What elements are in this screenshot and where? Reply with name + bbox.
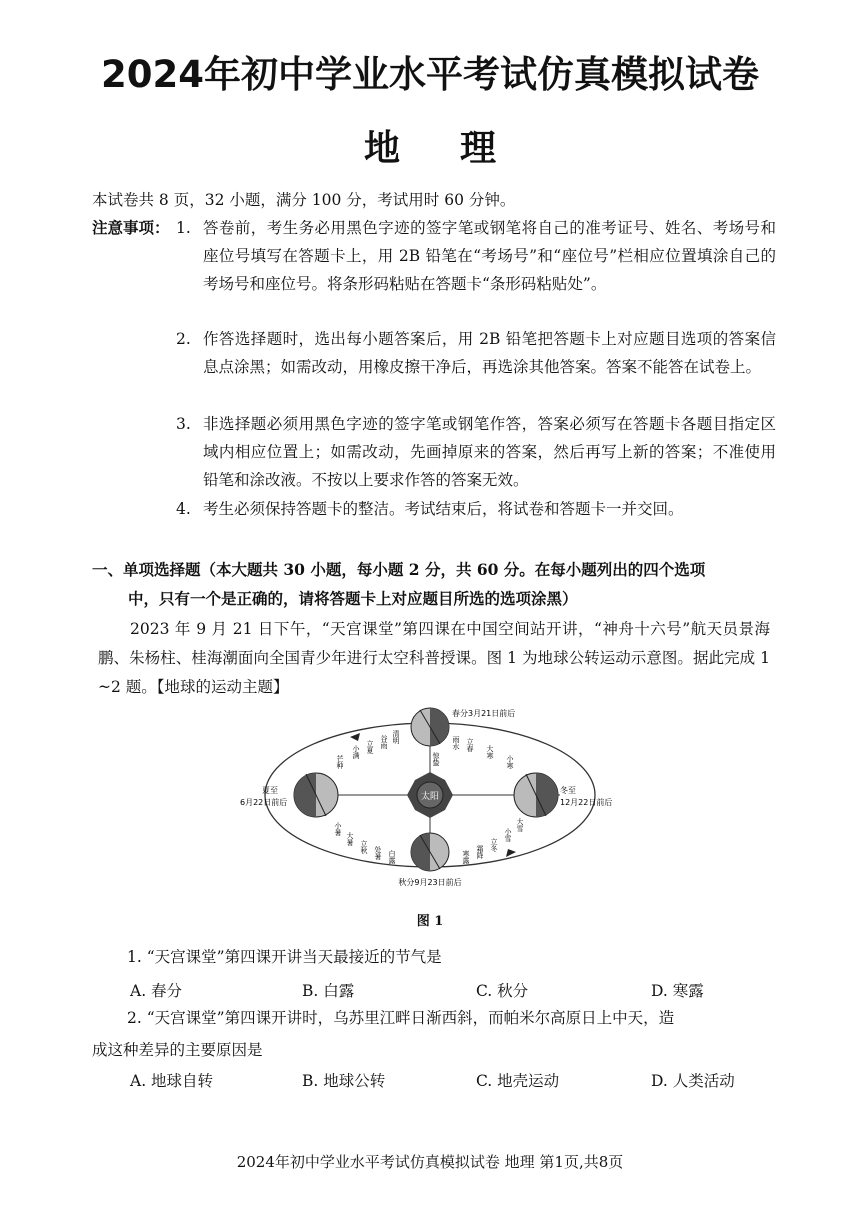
note-item-1 — [176, 214, 776, 298]
subject-char-1: 地 — [363, 128, 400, 169]
note-text: 非选择题必须用黑色字迹的签字笔或钢笔作答，答案必须写在答题卡各题目指定区域内相应位置上；如需改动，先画掉原来的答案，然后再写上新的答案；不准使用铅笔和涂改液。不按以上要求作答的答案无效。 — [203, 415, 776, 489]
earth-summer-icon — [294, 773, 338, 817]
note-text: 作答选择题时，选出每小题答案后，用 2B 铅笔把答题卡上对应题目选项的答案信息点涂黑；如需改动，用橡皮擦干净后，再选涂其他答案。答案不能答在试卷上。 — [203, 330, 776, 376]
term-label: 霜降 — [476, 845, 484, 859]
figure-caption: 图 1 — [416, 914, 444, 929]
note-item-2 — [176, 325, 776, 381]
term-label: 立秋 — [360, 840, 368, 854]
exam-intro: 本试卷共 8 页，32 小题，满分 100 分，考试用时 60 分钟。 — [92, 191, 516, 209]
q2-option-a: A. 地球自转 — [130, 1072, 214, 1090]
subject-char-2: 理 — [460, 128, 497, 169]
winter-label-b: 12月22日前后 — [560, 798, 613, 807]
term-label: 立冬 — [490, 838, 498, 852]
term-label: 寒露 — [462, 850, 470, 864]
exam-title: 2024年初中学业水平考试仿真模拟试卷 — [101, 53, 759, 96]
note-number: 3. — [176, 415, 191, 433]
q1-option-d: D. 寒露 — [651, 982, 704, 1000]
question-2-stem-line1: 2. “天宫课堂”第四课开讲时，乌苏里江畔日渐西斜，而帕米尔高原日上中天，造 — [127, 1009, 675, 1027]
term-label: 大暑 — [346, 832, 354, 846]
summer-label-b: 6月22日前后 — [240, 798, 288, 807]
note-number: 2. — [176, 330, 191, 348]
note-text: 答卷前，考生务必用黑色字迹的签字笔或钢笔将自己的准考证号、姓名、考场号和座位号填写在答题卡上，用 2B 铅笔在“考场号”和“座位号”栏相应位置填涂自己的考场号和座位号。将条形码粘贴在答题卡“条形码粘贴处”。 — [203, 219, 776, 293]
spring-label: 春分3月21日前后 — [452, 709, 516, 718]
earth-winter-icon — [514, 773, 558, 817]
q1-option-b: B. 白露 — [302, 982, 355, 1000]
question-1-stem: 1. “天宫课堂”第四课开讲当天最接近的节气是 — [127, 948, 442, 966]
q1-option-a: A. 春分 — [130, 982, 183, 1000]
term-label: 立夏 — [366, 740, 374, 754]
winter-label-a: 冬至 — [560, 786, 576, 795]
section-heading — [92, 555, 772, 613]
note-text: 考生必须保持答题卡的整洁。考试结束后，将试卷和答题卡一并交回。 — [203, 500, 684, 518]
term-label: 芒种 — [336, 755, 344, 769]
term-label: 惊蛰 — [432, 752, 440, 766]
term-label: 大雪 — [516, 818, 524, 832]
q2-option-c: C. 地壳运动 — [476, 1072, 560, 1090]
sun-label: 太阳 — [420, 792, 440, 802]
summer-label-a: 夏至 — [262, 786, 278, 795]
term-label: 大寒 — [486, 745, 494, 759]
note-number: 4. — [176, 500, 191, 518]
orbit-arrow — [506, 849, 516, 857]
earth-spring-icon — [411, 708, 449, 746]
q2-option-d: D. 人类活动 — [651, 1072, 735, 1090]
notes-label: 注意事项： — [92, 218, 170, 237]
term-label: 小满 — [352, 745, 360, 759]
question-2-stem-line2: 成这种差异的主要原因是 — [92, 1041, 263, 1059]
earth-orbit-diagram — [230, 700, 630, 895]
term-label: 小暑 — [334, 822, 342, 836]
autumn-label: 秋分9月23日前后 — [398, 878, 462, 887]
note-number: 1. — [176, 219, 191, 237]
reading-passage: 2023 年 9 月 21 日下午，“天宫课堂”第四课在中国空间站开讲，“神舟十六号”航天员景海鹏、朱杨柱、桂海潮面向全国青少年进行太空科普授课。图 1 为地球公转运动示意图。据此完成 1 ~2 题。【地球的运动主题】 — [98, 620, 770, 696]
q1-option-c: C. 秋分 — [476, 982, 529, 1000]
subject-title — [0, 120, 860, 171]
term-label: 清明 — [392, 730, 400, 744]
term-label: 白露 — [388, 850, 396, 864]
note-item-3 — [176, 410, 776, 494]
term-label: 雨水 — [452, 736, 460, 750]
term-label: 谷雨 — [380, 735, 388, 749]
term-label: 小寒 — [506, 755, 514, 769]
earth-autumn-icon — [411, 833, 449, 871]
page-footer: 2024年初中学业水平考试仿真模拟试卷 地理 第1页,共8页 — [236, 1153, 624, 1171]
q2-option-b: B. 地球公转 — [302, 1072, 386, 1090]
term-label: 立春 — [466, 738, 474, 752]
term-label: 小雪 — [504, 828, 512, 842]
orbit-arrow — [350, 733, 360, 741]
section-heading-line2: 中，只有一个是正确的，请将答题卡上对应题目所选的选项涂黑） — [128, 589, 578, 608]
term-label: 处暑 — [374, 846, 382, 860]
section-heading-line1: 一、单项选择题（本大题共 30 小题，每小题 2 分，共 60 分。在每小题列出的四个选项 — [92, 560, 706, 579]
note-item-4 — [176, 495, 776, 523]
